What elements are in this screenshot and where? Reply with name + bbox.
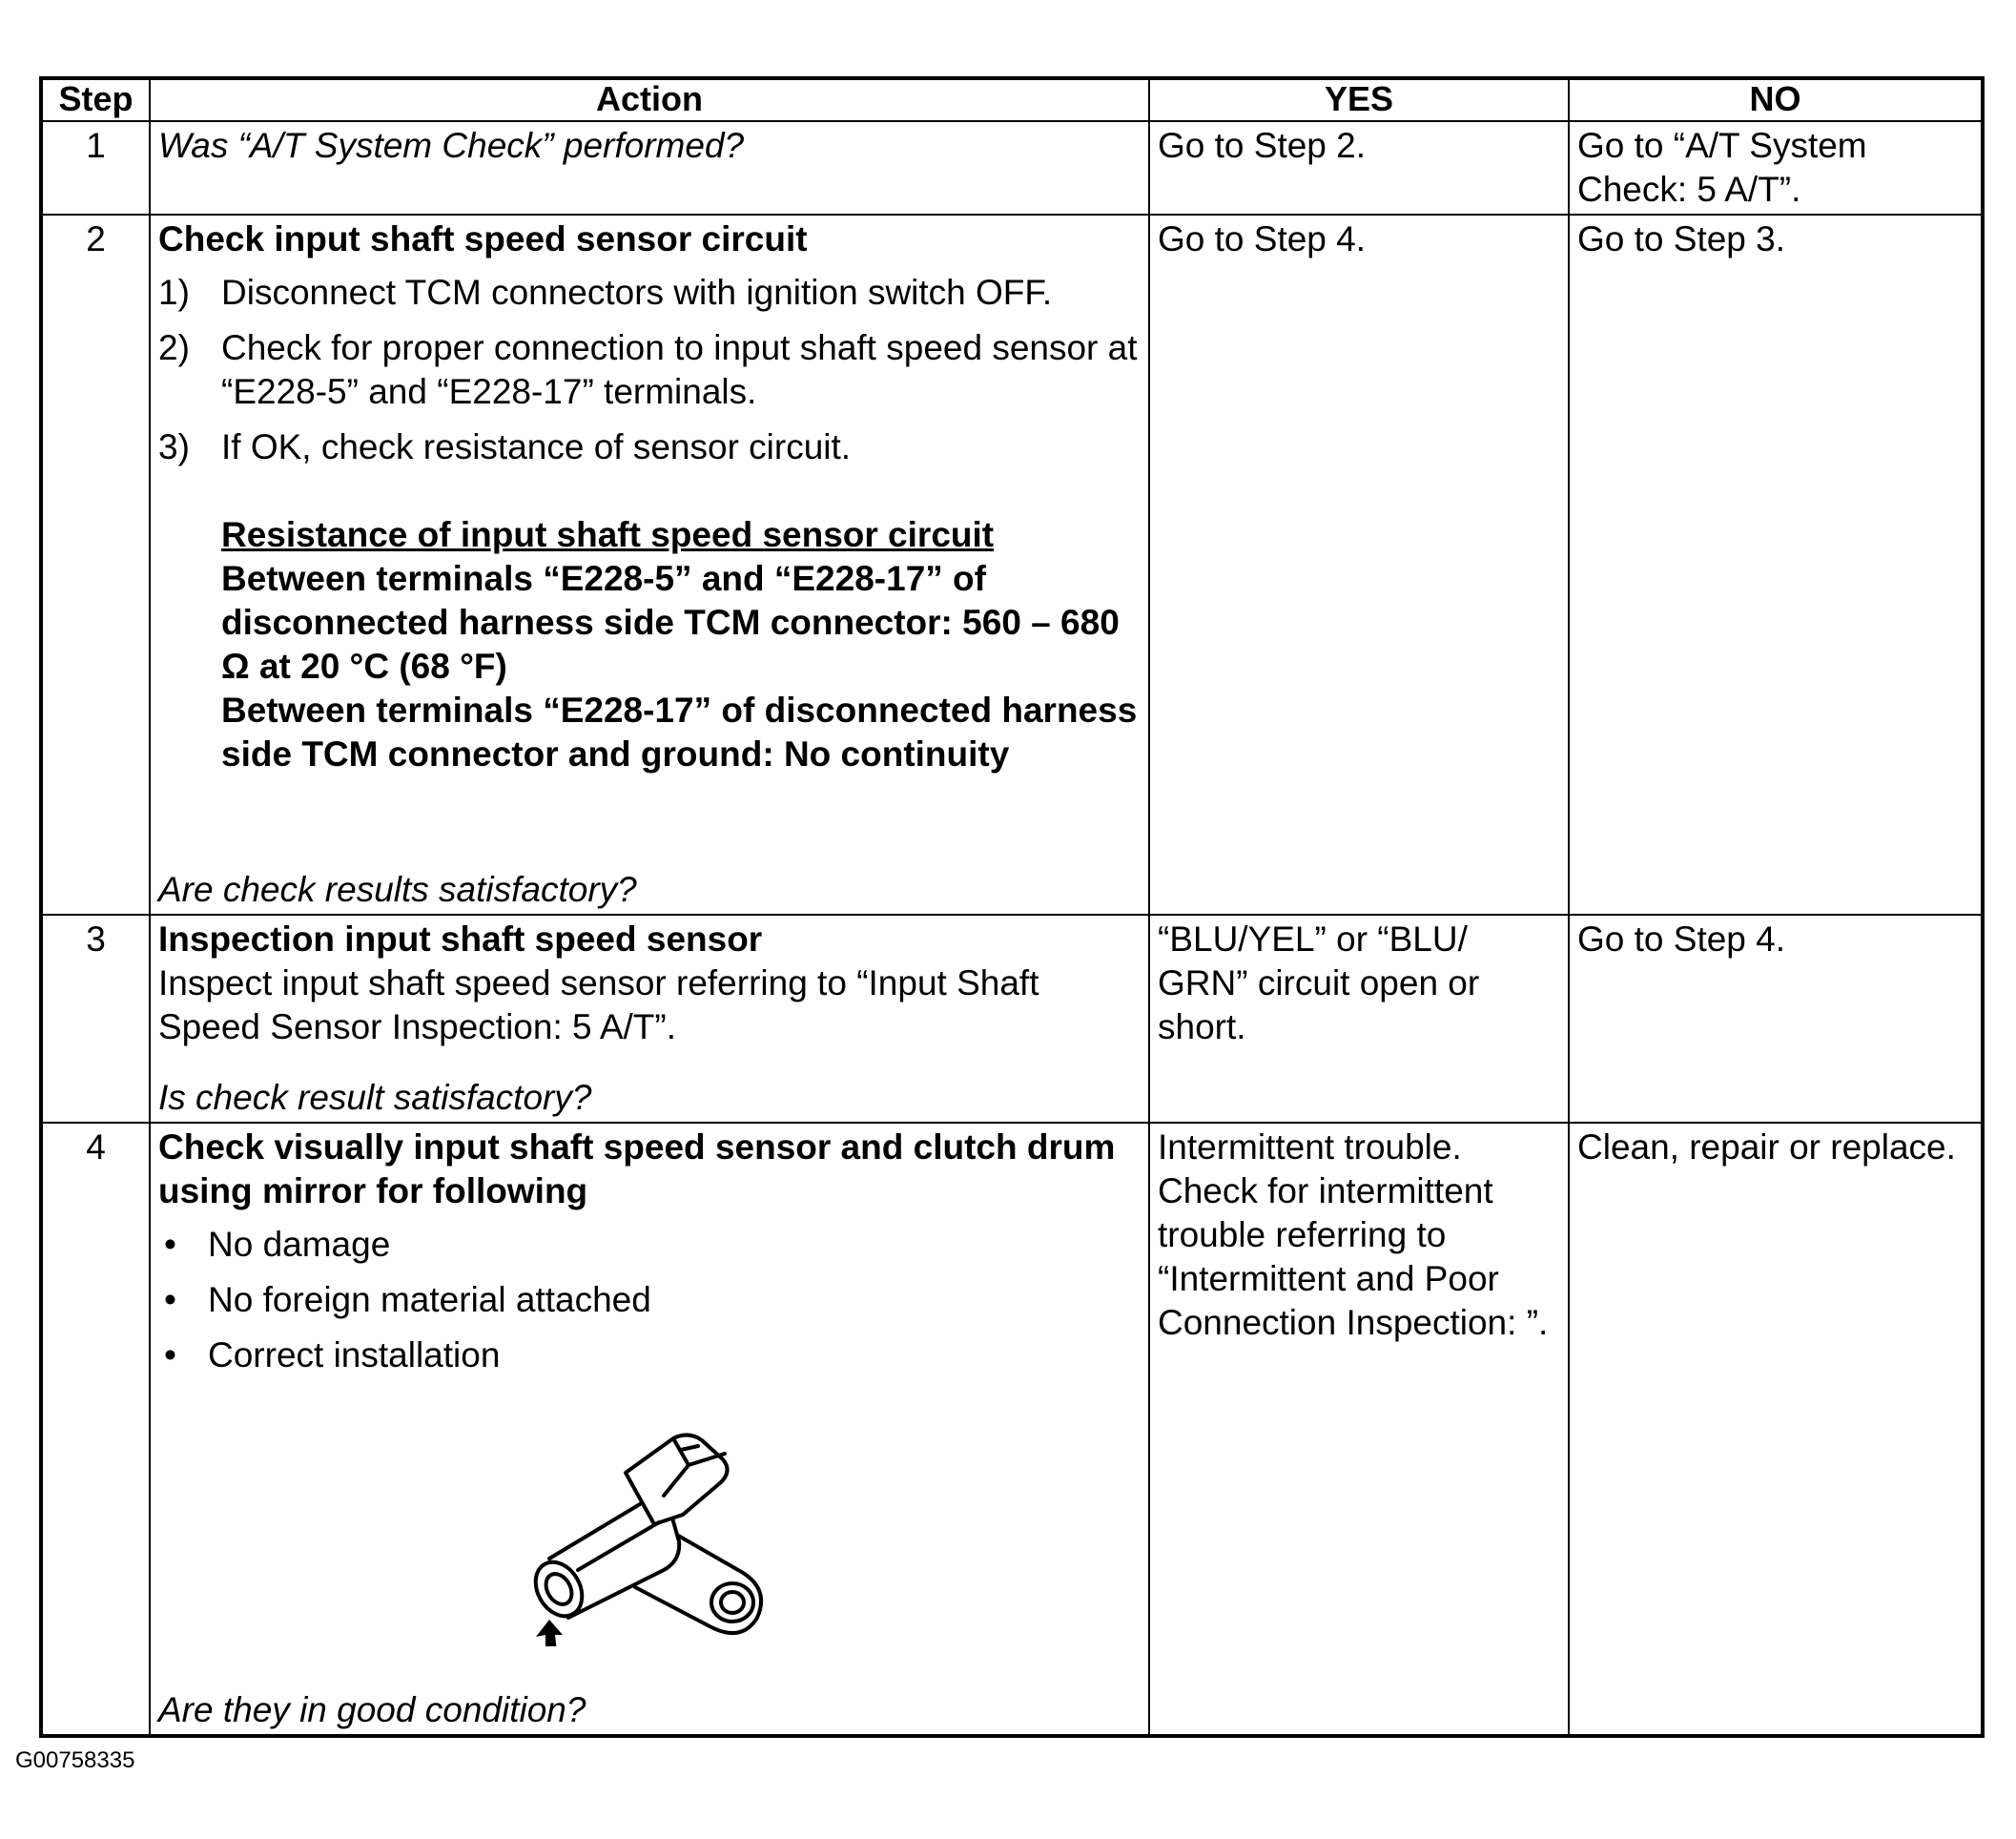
step-number: 3 xyxy=(41,915,150,1123)
header-no: NO xyxy=(1569,78,1983,121)
check-list xyxy=(158,1223,1141,1389)
list-item xyxy=(158,1333,1141,1377)
step-number: 2 xyxy=(41,215,150,915)
no-cell: Go to Step 4. xyxy=(1569,915,1983,1123)
list-item xyxy=(158,425,1141,469)
diagnostic-table xyxy=(39,76,1985,1738)
yes-cell: Intermittent trouble. Check for intermittent trouble referring to “Intermittent and Poor Connection Inspection: ”. xyxy=(1149,1123,1569,1736)
list-item xyxy=(158,271,1141,315)
resistance-spec xyxy=(221,513,1141,776)
no-cell: Clean, repair or replace. xyxy=(1569,1123,1983,1736)
step-question: Was “A/T System Check” performed? xyxy=(158,126,745,165)
yes-cell: Go to Step 4. xyxy=(1149,215,1569,915)
step-question: Are they in good condition? xyxy=(158,1690,586,1729)
list-item-number: 3) xyxy=(158,427,190,466)
spec-heading: Resistance of input shaft speed sensor circuit xyxy=(221,515,995,554)
header-row xyxy=(41,78,1983,121)
spec-line: Between terminals “E228-17” of disconnected harness side TCM connector and ground: No continuity xyxy=(221,691,1138,774)
list-item-number: 1) xyxy=(158,273,190,312)
procedure-list xyxy=(158,271,1141,481)
step-title: Inspection input shaft speed sensor xyxy=(158,920,763,959)
list-item xyxy=(158,326,1141,414)
list-item xyxy=(158,1278,1141,1322)
action-cell xyxy=(150,1123,1149,1736)
bullet-icon: • xyxy=(164,1280,176,1319)
list-item-text: If OK, check resistance of sensor circuit. xyxy=(221,427,852,466)
table-row xyxy=(41,215,1983,915)
step-number: 4 xyxy=(41,1123,150,1736)
action-cell xyxy=(150,215,1149,915)
list-item xyxy=(158,1223,1141,1267)
table-row xyxy=(41,121,1983,215)
header-step: Step xyxy=(41,78,150,121)
sensor-image xyxy=(158,1427,1141,1646)
yes-cell: “BLU/YEL” or “BLU/ GRN” circuit open or short. xyxy=(1149,915,1569,1123)
table-row xyxy=(41,1123,1983,1736)
step-title: Check visually input shaft speed sensor and clutch drum using mirror for following xyxy=(158,1127,1116,1210)
step-title: Check input shaft speed sensor circuit xyxy=(158,219,808,258)
action-cell xyxy=(150,121,1149,215)
step-number: 1 xyxy=(41,121,150,215)
bullet-icon: • xyxy=(164,1335,176,1374)
list-item-number: 2) xyxy=(158,328,190,367)
no-cell: Go to “A/T System Check: 5 A/T”. xyxy=(1569,121,1983,215)
no-cell: Go to Step 3. xyxy=(1569,215,1983,915)
list-item-text: Correct installation xyxy=(208,1335,501,1374)
spec-line: Between terminals “E228-5” and “E228-17” of disconnected harness side TCM connector: 560 – 680 Ω at 20 °C (68 °F) xyxy=(221,559,1120,686)
table-row xyxy=(41,915,1983,1123)
bullet-icon: • xyxy=(164,1225,176,1264)
header-action: Action xyxy=(150,78,1149,121)
header-yes: YES xyxy=(1149,78,1569,121)
list-item-text: Check for proper connection to input shaft speed sensor at “E228-5” and “E228-17” terminals. xyxy=(221,328,1138,411)
step-question: Are check results satisfactory? xyxy=(158,870,637,909)
speed-sensor-illustration-icon xyxy=(521,1427,807,1646)
yes-cell: Go to Step 2. xyxy=(1149,121,1569,215)
step-question: Is check result satisfactory? xyxy=(158,1078,592,1117)
list-item-text: No damage xyxy=(208,1225,391,1264)
list-item-text: Disconnect TCM connectors with ignition switch OFF. xyxy=(221,273,1053,312)
figure-code: G00758335 xyxy=(15,1747,135,1773)
action-cell xyxy=(150,915,1149,1123)
list-item-text: No foreign material attached xyxy=(208,1280,651,1319)
step-body: Inspect input shaft speed sensor referring to “Input Shaft Speed Sensor Inspection: 5 A/T”. xyxy=(158,963,1039,1046)
